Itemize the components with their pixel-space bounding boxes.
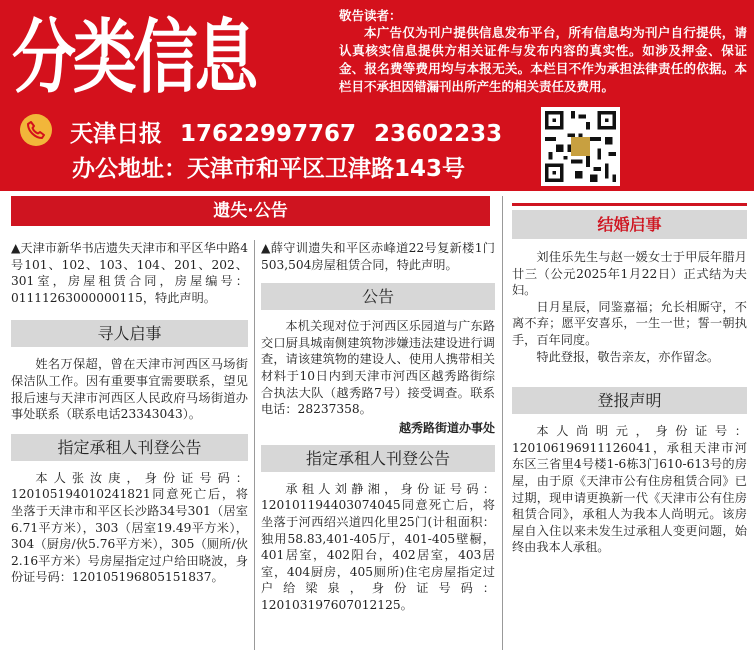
tenant-notice-body: 本人张汝庚，身份证号码：120105194010241821同意死亡后，将坐落于天津市和平区长沙路34号301（居室6.71平方米），303（居室19.49平方米），304（厨房/伙5.76平方米），305（厕所/伙2.16平方米）号房屋指定过户给田晓波，身份证号码：120105196805151837。 [11,470,248,585]
search-notice-body: 姓名万保超，曾在天津市河西区马场街保洁队工作。因有重要事宜需要联系，望见报后速与天津市河西区人民政府马场街道办事处联系（联系电话23343043）。 [11,357,248,422]
column-divider [254,240,255,650]
announcement-signature: 越秀路街道办事处 [398,420,495,435]
wedding-notice-paragraph: 特此登报，敬告亲友，亦作留念。 [536,349,720,364]
section-title: 分类信息 [12,11,256,104]
wedding-notice-paragraph: 日月星辰，同鉴嘉福；允长相厮守，不离不弃；愿平安喜乐，一生一世；誓一朝执手，百年同度。 [512,299,747,347]
register-notice-heading: 登报声明 [512,387,747,414]
contact-line [70,115,520,148]
header-banner [0,0,754,191]
office-address: 办公地址：天津市和平区卫津路143号 [72,156,466,182]
paper-name: 天津日报 [70,121,162,147]
lost-notice-item: ▲薛守训遗失和平区赤峰道22号复新楼1门503,504房屋租赁合同，特此声明。 [261,241,495,272]
column-divider [502,196,503,650]
column-3 [512,203,747,556]
tenant-notice-heading: 指定承租人刊登公告 [11,434,248,461]
announcement-body: 本机关现对位于河西区乐园道与广东路交口厨具城南侧建筑物涉嫌违法建设进行调查，请该建筑物的建设人、使用人携带相关材料于10日内到天津市河西区越秀路街综合执法大队（越秀路7号）接受调查。联系电话：28237358。 [261,319,495,417]
announcement-heading: 公告 [261,283,495,310]
tenant-notice-body: 承租人刘静湘，身份证号码：120101194403074045同意死亡后，将坐落于河西绍兴道四化里25门(计租面积：独用58.83,401-405厅，401-405壁橱，401居室，402阳台，402居室，403居室，404厨房，405厕所)住宅房屋指定过户给梁泉，身份证号码：120103197607012125。 [261,481,495,612]
phone-icon [20,114,52,146]
column-1 [11,196,288,586]
lost-notice-item: ▲天津市新华书店遗失天津市和平区华中路4号101、102、103、104、201、202、301室，房屋租赁合同，房屋编号：01111263000000115，特此声明。 [11,241,248,305]
qr-code-icon [541,107,620,186]
wedding-notice-paragraph: 刘佳乐先生与赵一媛女士于甲辰年腊月廿三（公元2025年1月22日）正式结为夫妇。 [512,250,747,298]
wedding-top-rule [512,203,747,206]
tenant-notice-heading: 指定承租人刊登公告 [261,445,495,472]
phone-number-1: 17622997767 [180,121,357,147]
notice-body: 本广告仅为刊户提供信息发布平台，所有信息均为刊户自行提供，请认真核实信息提供方相关证件与发布内容的真实性。如涉及押金、保证金、报名费等费用均与本报无关。本栏目不作为承担法律责任的依据。本栏目不承担因错漏刊出所产生的相关责任及费用。 [339,25,747,94]
column-2 [261,240,495,614]
register-notice-body: 本人尚明元，身份证号：120106196911126041，承租天津市河东区三省里4号楼1-6栋3门610-613号的房屋，由于原《天津市公有住房租赁合同》已过期，现申请更换新一代《天津市公有住房租赁合同》，承租人为我本人尚明元。该房屋自入住以来未发生过承租人变更问题，始终由我本人承租。 [512,424,747,555]
wedding-notice-heading: 结婚启事 [512,210,747,239]
search-notice-heading: 寻人启事 [11,320,248,347]
notice-title: 敬告读者： [339,8,402,23]
lost-notice-heading: 遗失·公告 [11,196,490,226]
phone-number-2: 23602233 [374,121,503,147]
